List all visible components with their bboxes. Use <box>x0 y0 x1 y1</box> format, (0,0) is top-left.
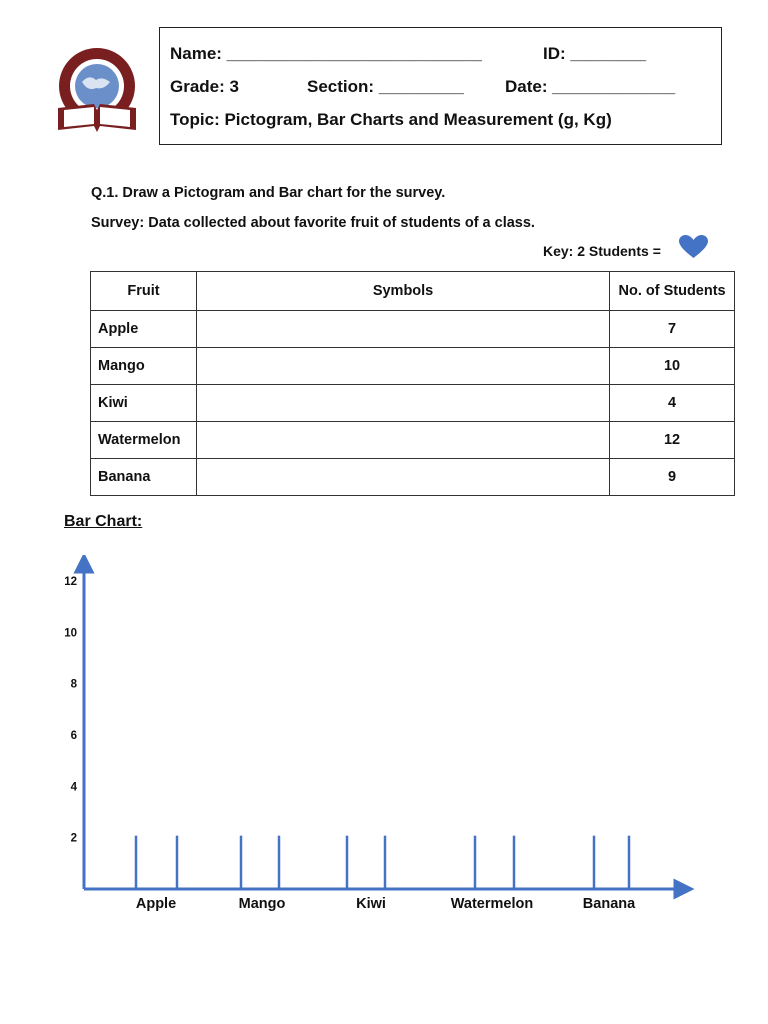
table-row <box>91 385 735 422</box>
category-label: Watermelon <box>450 896 534 912</box>
category-label: Mango <box>238 896 286 912</box>
question-title: Q.1. Draw a Pictogram and Bar chart for the survey. <box>91 185 446 201</box>
category-label: Apple <box>135 896 177 912</box>
heart-icon <box>679 235 708 259</box>
header-count: No. of Students <box>610 272 735 311</box>
fruit-cell: Kiwi <box>91 385 197 422</box>
count-cell: 12 <box>610 422 735 459</box>
y-tick-label: 2 <box>70 832 77 845</box>
count-cell: 9 <box>610 459 735 496</box>
pictogram-key: Key: 2 Students = <box>543 243 661 259</box>
bar-chart[interactable] <box>0 555 768 925</box>
y-tick-label: 10 <box>64 627 77 640</box>
header-symbols: Symbols <box>196 272 609 311</box>
table-row <box>91 348 735 385</box>
symbols-cell[interactable] <box>196 385 609 422</box>
table-row <box>91 311 735 348</box>
category-label: Kiwi <box>356 896 386 912</box>
symbols-cell[interactable] <box>196 422 609 459</box>
count-cell: 4 <box>610 385 735 422</box>
fruit-cell: Apple <box>91 311 197 348</box>
category-label: Banana <box>582 896 636 912</box>
header-fruit: Fruit <box>91 272 197 311</box>
fruit-cell: Watermelon <box>91 422 197 459</box>
y-tick-label: 6 <box>70 730 77 742</box>
topic-label: Topic: Pictogram, Bar Charts and Measurement (g, Kg) <box>170 110 612 129</box>
symbols-cell[interactable] <box>196 348 609 385</box>
count-cell: 7 <box>610 311 735 348</box>
y-tick-label: 4 <box>70 781 77 794</box>
id-field[interactable]: ID: ________ <box>543 44 647 63</box>
table-row <box>91 422 735 459</box>
survey-description: Survey: Data collected about favorite fruit of students of a class. <box>91 215 535 231</box>
fruit-cell: Mango <box>91 348 197 385</box>
survey-table <box>90 271 735 496</box>
school-logo <box>44 46 150 138</box>
fruit-cell: Banana <box>91 459 197 496</box>
name-field[interactable]: Name: ___________________________ <box>170 44 482 63</box>
y-tick-label: 12 <box>64 576 77 588</box>
y-tick-label: 8 <box>70 678 77 691</box>
bar-chart-heading: Bar Chart: <box>64 513 143 530</box>
date-field[interactable]: Date: _____________ <box>505 77 676 96</box>
table-row <box>91 459 735 496</box>
section-field[interactable]: Section: _________ <box>307 77 464 96</box>
count-cell: 10 <box>610 348 735 385</box>
grade-label: Grade: 3 <box>170 77 239 96</box>
symbols-cell[interactable] <box>196 311 609 348</box>
symbols-cell[interactable] <box>196 459 609 496</box>
